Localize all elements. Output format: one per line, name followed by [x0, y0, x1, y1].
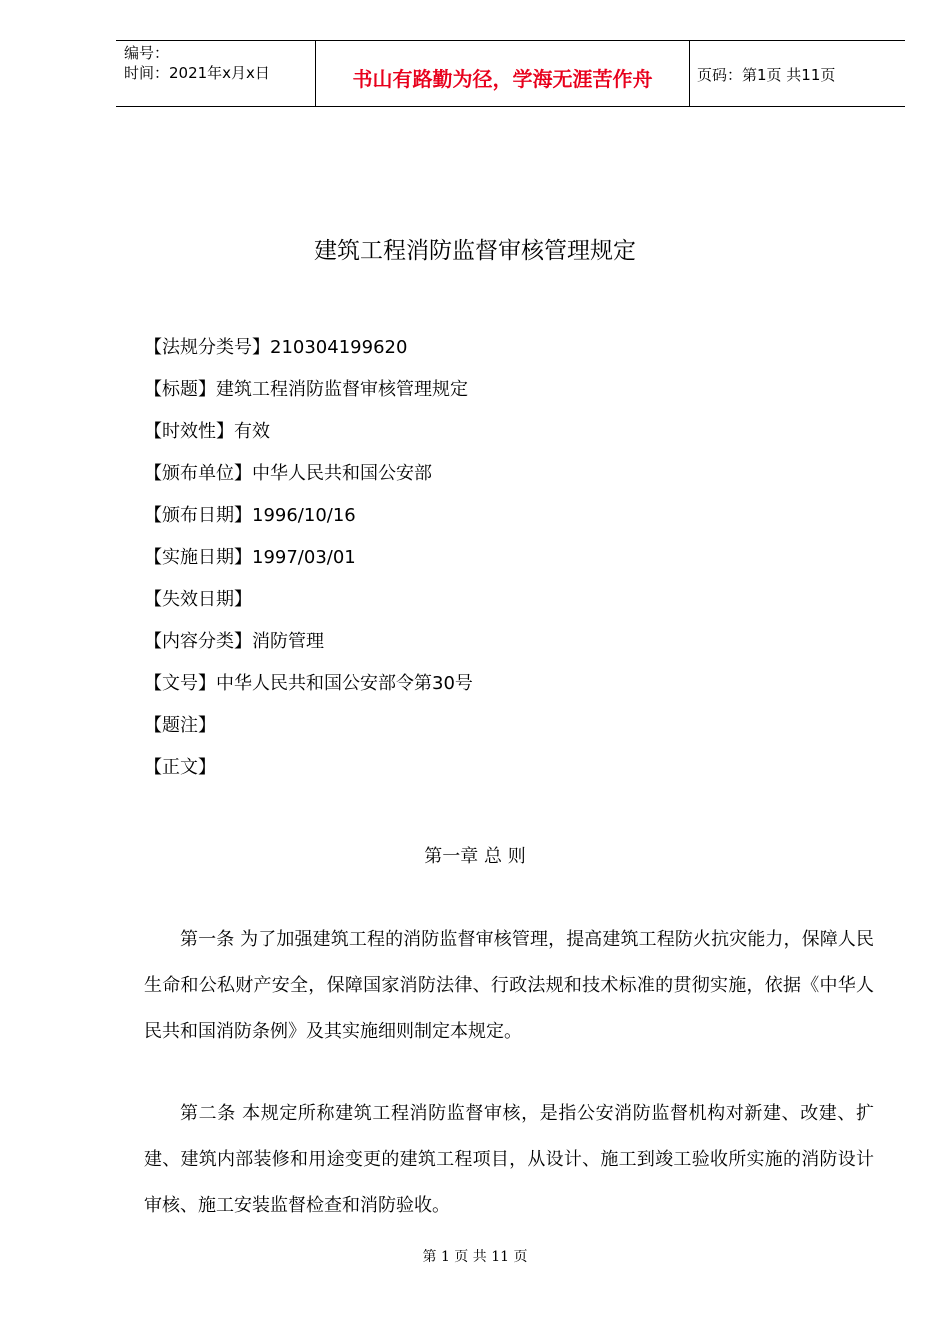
header-number: 编号：	[124, 44, 170, 62]
document-title: 建筑工程消防监督审核管理规定	[314, 238, 636, 264]
meta-effective-date: 【实施日期】1997/03/01	[144, 547, 356, 568]
header-motto: 书山有路勤为径，学海无涯苦作舟	[352, 67, 653, 91]
header-time: 时间：2021年x月x日	[124, 64, 270, 82]
header-meta	[124, 43, 270, 83]
meta-issue-date: 【颁布日期】1996/10/16	[144, 505, 356, 526]
metadata-list	[144, 336, 473, 798]
meta-classification: 【法规分类号】210304199620	[144, 337, 408, 358]
meta-validity: 【时效性】有效	[144, 421, 270, 442]
meta-note: 【题注】	[144, 715, 216, 736]
meta-issuer: 【颁布单位】中华人民共和国公安部	[144, 463, 432, 484]
meta-expiry-date: 【失效日期】	[144, 589, 252, 610]
article-1: 第一条 为了加强建筑工程的消防监督审核管理，提高建筑工程防火抗灾能力，保障人民生命和公私财产安全，保障国家消防法律、行政法规和技术标准的贯彻实施，依据《中华人民共和国消防条例》及其实施细则制定本规定。	[144, 929, 874, 1042]
header-page-info: 页码：第1页 共11页	[697, 66, 836, 84]
article-2: 第二条 本规定所称建筑工程消防监督审核，是指公安消防监督机构对新建、改建、扩建、建筑内部装修和用途变更的建筑工程项目，从设计、施工到竣工验收所实施的消防设计审核、施工安装监督检查和消防验收。	[144, 1103, 874, 1216]
page-header	[116, 40, 905, 107]
meta-body: 【正文】	[144, 757, 216, 778]
meta-doc-number: 【文号】中华人民共和国公安部令第30号	[144, 673, 473, 694]
meta-title: 【标题】建筑工程消防监督审核管理规定	[144, 379, 468, 400]
header-divider	[689, 41, 690, 107]
page-footer: 第 1 页 共 11 页	[422, 1249, 528, 1265]
meta-category: 【内容分类】消防管理	[144, 631, 324, 652]
chapter-heading: 第一章 总 则	[424, 846, 526, 867]
